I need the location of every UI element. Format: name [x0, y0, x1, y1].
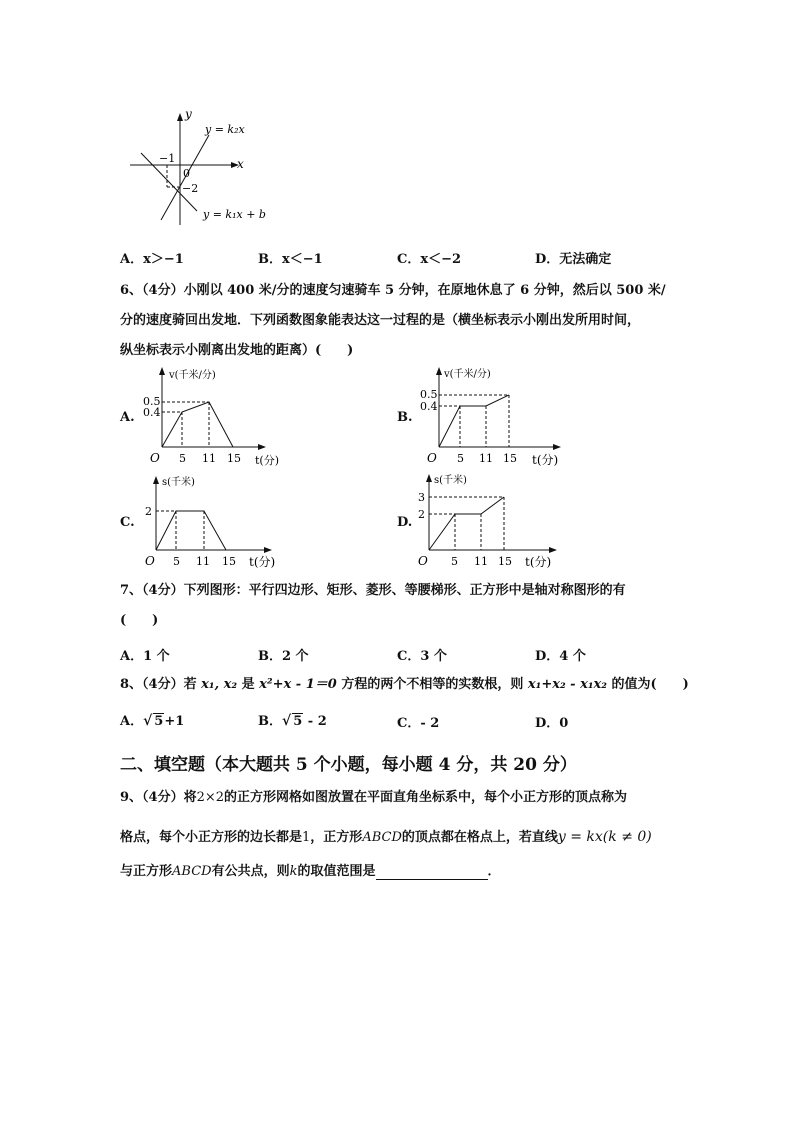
q8-vars: x₁, x₂: [201, 677, 238, 692]
q5-line2-label: y = k₁x + b: [203, 208, 266, 221]
q9-l3-b: 有公共点，则: [211, 864, 290, 879]
section-title: 二、填空题（本大题共 5 个小题，每小题 4 分，共 20 分）: [120, 755, 577, 775]
q8-option-c[interactable]: C．- 2: [397, 716, 440, 731]
q9-l3-c: 的取值范围是: [297, 864, 376, 879]
q8-line: [120, 677, 689, 693]
q5-tick-neg2: −2: [182, 182, 199, 195]
q6-option-a[interactable]: [120, 365, 280, 470]
q7-option-b[interactable]: B．2 个: [258, 649, 309, 664]
graph-b-x-tick-1: 5: [457, 452, 464, 465]
q8-option-a-letter: A．: [120, 714, 144, 729]
q7-line2: ( ): [120, 613, 159, 628]
q9-l3-end: ．: [487, 864, 501, 879]
q5-y-label: y: [185, 107, 192, 121]
q5-figure: [125, 105, 275, 230]
q8-option-d[interactable]: D．0: [535, 716, 569, 731]
graph-d-x-tick-1: 5: [451, 555, 458, 568]
graph-a-xlabel: t(分): [255, 454, 280, 467]
graph-c-letter: C.: [120, 515, 135, 530]
q8-prefix: 8、（4分）若: [120, 677, 197, 692]
q8-equation: x²+x - 1＝0: [259, 677, 337, 692]
graph-b-ylabel: v(千米/分): [444, 369, 491, 380]
graph-a-y-tick-2: 0.4: [143, 406, 161, 419]
graph-b-y-tick-2: 0.4: [420, 400, 438, 413]
graph-a-x-tick-1: 5: [179, 452, 186, 465]
q5-x-label: x: [237, 157, 244, 171]
graph-b-xlabel: t(分): [532, 453, 559, 467]
q8-option-a[interactable]: [120, 710, 184, 729]
q8-option-b-radicand: 5: [293, 714, 303, 729]
graph-a-x-tick-2: 11: [202, 452, 216, 465]
graph-a-letter: A.: [120, 410, 135, 425]
q5-origin: 0: [183, 167, 190, 180]
q9-l2-a: 格点，每个小正方形的边长都是: [120, 830, 303, 845]
q7-option-d[interactable]: D．4 个: [535, 649, 586, 664]
q6-line2: 分的速度骑回出发地．下列函数图象能表达这一过程的是（横坐标表示小刚出发所用时间，: [120, 313, 641, 328]
q8-expr: x₁+x₂ - x₁x₂: [527, 677, 607, 692]
q8-option-a-tail: +1: [164, 714, 185, 729]
graph-a-y-tick-1: 0.5: [143, 395, 161, 408]
q9-square-name-2: ABCD: [172, 864, 212, 879]
graph-a-origin: O: [150, 451, 160, 465]
q8-mid1: 是: [241, 677, 255, 692]
q5-option-c[interactable]: C．x＜−2: [397, 252, 462, 267]
graph-b-x-tick-2: 11: [479, 452, 493, 465]
graph-a-ylabel: v(千米/分): [169, 370, 216, 381]
q7-option-a[interactable]: A．1 个: [120, 649, 170, 664]
graph-c-x-tick-1: 5: [173, 555, 180, 568]
q8-option-b-tail: - 2: [303, 714, 327, 729]
q9-line-equation: y = kx(k ≠ 0): [557, 829, 652, 845]
q8-option-b-letter: B．: [258, 714, 282, 729]
graph-c-x-tick-3: 15: [222, 555, 236, 568]
graph-c-y-tick-1: 2: [145, 505, 152, 518]
q6-option-d[interactable]: [397, 472, 577, 577]
q9-l1-b: 的正方形网格如图放置在平面直角坐标系中，每个小正方形的顶点称为: [224, 790, 628, 805]
graph-d-ylabel: s(千米): [434, 475, 467, 486]
graph-b-x-tick-3: 15: [503, 452, 517, 465]
graph-d-y-tick-1: 3: [418, 491, 425, 504]
q9-l1-a: 9、（4分）将: [120, 790, 197, 805]
q9-square-name: ABCD: [362, 830, 402, 845]
q7-option-c[interactable]: C．3 个: [397, 649, 447, 664]
graph-c-ylabel: s(千米): [162, 477, 195, 488]
graph-d-x-tick-2: 11: [474, 555, 488, 568]
q9-k: k: [289, 864, 298, 879]
graph-d-x-tick-3: 15: [498, 555, 512, 568]
graph-c-xlabel: t(分): [249, 555, 276, 569]
q9-line3: [120, 864, 501, 880]
graph-d: [415, 472, 580, 577]
graph-a-x-tick-3: 15: [227, 452, 241, 465]
q7-line1: 7、（4分）下列图形：平行四边形、矩形、菱形、等腰梯形、正方形中是轴对称图形的有: [120, 583, 626, 598]
graph-c-origin: O: [145, 554, 155, 568]
graph-c-x-tick-2: 11: [196, 555, 210, 568]
q5-option-d[interactable]: D．无法确定: [535, 252, 612, 267]
q9-l2-c: 的顶点都在格点上，若直线: [401, 830, 558, 845]
q6-line3: 纵坐标表示小刚离出发地的距离）( ): [120, 343, 354, 358]
sqrt-icon: √: [143, 713, 153, 729]
q5-tick-neg1: −1: [159, 152, 176, 165]
q8-suffix: 的值为( ): [611, 677, 689, 692]
graph-b-y-tick-1: 0.5: [420, 388, 438, 401]
q5-option-a[interactable]: A．x＞−1: [120, 252, 184, 267]
q6-option-c[interactable]: [120, 472, 290, 577]
q9-line2: [120, 829, 652, 846]
q8-option-a-radicand: 5: [154, 714, 164, 729]
graph-d-letter: D.: [397, 515, 413, 530]
q6-line1: 6、（4分）小刚以 400 米/分的速度匀速骑车 5 分钟，在原地休息了 6 分钟，然后以 500 米/: [120, 283, 666, 298]
graph-d-y-tick-2: 2: [418, 508, 425, 521]
graph-c: [142, 472, 292, 577]
graph-d-xlabel: t(分): [525, 555, 552, 569]
q5-option-b[interactable]: B．x＜−1: [258, 252, 323, 267]
sqrt-icon: √: [282, 713, 292, 729]
graph-b: [419, 365, 579, 470]
q6-option-b[interactable]: [397, 365, 577, 470]
q9-side-length: 1: [302, 830, 311, 845]
q8-option-b[interactable]: [258, 710, 327, 729]
answer-blank[interactable]: [376, 867, 488, 880]
graph-a: [142, 365, 292, 470]
graph-b-origin: O: [427, 451, 437, 465]
q9-l2-b: ，正方形: [310, 830, 363, 845]
graph-d-origin: O: [418, 554, 428, 568]
graph-b-letter: B.: [397, 410, 413, 425]
q8-mid2: 方程的两个不相等的实数根，则: [341, 677, 524, 692]
q5-line1-label: y = k₂x: [205, 123, 245, 136]
q9-grid-size: 2×2: [196, 790, 225, 805]
q9-line1: [120, 790, 627, 806]
q9-l3-a: 与正方形: [120, 864, 173, 879]
